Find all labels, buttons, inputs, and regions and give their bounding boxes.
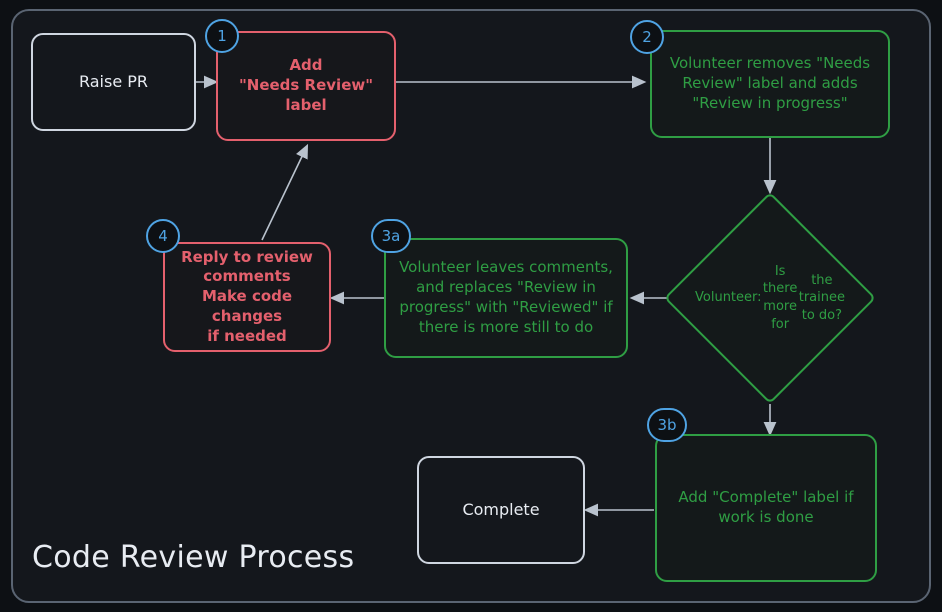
node-reply-to-review-label: Reply to review comments Make code changes if needed	[181, 247, 313, 345]
node-add-complete-label[interactable]	[655, 434, 877, 582]
node-add-needs-review-label: Add "Needs Review" label	[238, 56, 374, 114]
node-raise-pr-label: Raise PR	[78, 72, 149, 92]
badge-step-3a: 3a	[371, 219, 411, 253]
node-raise-pr[interactable]	[31, 33, 196, 131]
node-complete-label: Complete	[462, 500, 540, 520]
node-reply-to-review[interactable]	[163, 242, 331, 352]
node-add-needs-review[interactable]	[216, 31, 396, 141]
node-volunteer-comments[interactable]	[384, 238, 628, 358]
node-volunteer-comments-label: Volunteer leaves comments, and replaces "Review in progress" with "Reviewed" if there is more still to do	[399, 258, 613, 336]
node-add-complete-label-text: Add "Complete" label if work is done	[678, 488, 854, 526]
badge-step-2: 2	[630, 20, 664, 54]
node-decision-label: Volunteer: Is there more for the trainee to do?	[695, 263, 845, 332]
diagram-title: Code Review Process	[32, 540, 355, 575]
node-volunteer-removes[interactable]	[650, 30, 890, 138]
node-complete[interactable]	[417, 456, 585, 564]
node-volunteer-removes-label: Volunteer removes "Needs Review" label and adds "Review in progress"	[669, 54, 871, 112]
badge-step-3b: 3b	[647, 408, 687, 442]
badge-step-1: 1	[205, 19, 239, 53]
badge-step-4: 4	[146, 219, 180, 253]
